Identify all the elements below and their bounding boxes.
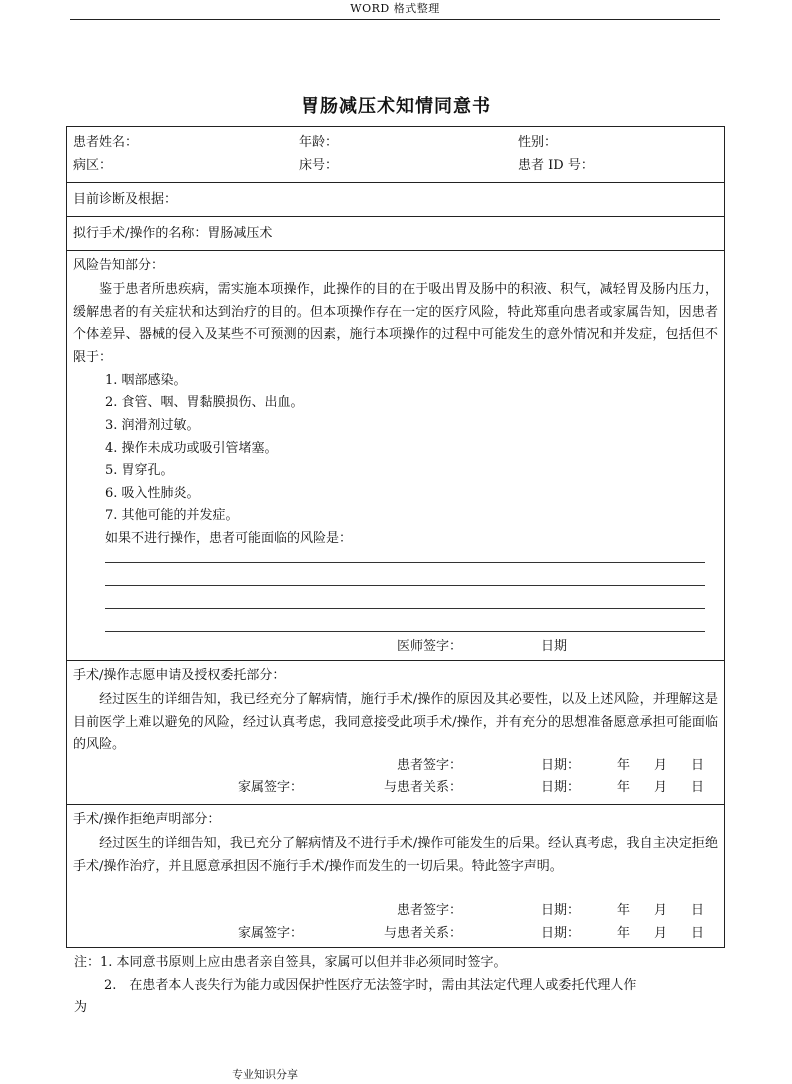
doctor-date-label: 日期 bbox=[541, 639, 568, 654]
refusal-section bbox=[67, 805, 724, 947]
consent-family-month-label: 月 bbox=[654, 780, 668, 795]
note-2: 2. 在患者本人丧失行为能力或因保护性医疗无法签字时，需由其法定代理人或委托代理人作 bbox=[104, 978, 637, 993]
refusal-patient-sign-label: 患者签字： bbox=[397, 903, 463, 918]
fill-line bbox=[105, 608, 705, 609]
bed-label: 床号： bbox=[299, 158, 339, 173]
risk-item: 2. 食管、咽、胃黏膜损伤、出血。 bbox=[105, 395, 304, 410]
note-2-continued: 为 bbox=[74, 1000, 88, 1015]
procedure-section bbox=[67, 217, 724, 251]
refusal-text-body: 经过医生的详细告知，我已充分了解病情及不进行手术/操作可能发生的后果。经认真考虑，我自主决定拒绝手术/操作治疗，并且愿意承担因不施行手术/操作而发生的一切后果。特此签字声明。 bbox=[73, 836, 718, 874]
age-label: 年龄： bbox=[299, 135, 339, 150]
procedure-name-value: 胃肠减压术 bbox=[207, 226, 273, 241]
consent-patient-day-label: 日 bbox=[691, 758, 705, 773]
ward-label: 病区： bbox=[73, 158, 113, 173]
diagnosis-label: 目前诊断及根据： bbox=[73, 192, 178, 207]
page-header: WORD 格式整理 bbox=[70, 0, 720, 20]
refusal-family-month-label: 月 bbox=[654, 926, 668, 941]
note-1: 注：1. 本同意书原则上应由患者亲自签具，家属可以但并非必须同时签字。 bbox=[74, 955, 507, 970]
risk-item: 5. 胃穿孔。 bbox=[105, 463, 174, 478]
patient-id-label: 患者 ID 号： bbox=[518, 158, 594, 173]
refusal-patient-date-label: 日期： bbox=[541, 903, 581, 918]
refusal-family-sign-label: 家属签字： bbox=[238, 926, 304, 941]
procedure-label bbox=[73, 224, 272, 244]
refusal-family-date-label: 日期： bbox=[541, 926, 581, 941]
risk-item: 4. 操作未成功或吸引管堵塞。 bbox=[105, 441, 278, 456]
consent-text bbox=[73, 689, 718, 757]
risk-intro-text: 鉴于患者所患疾病，需实施本项操作，此操作的目的在于吸出胃及肠中的积液、积气，减轻胃及肠内压力，缓解患者的有关症状和达到治疗的目的。但本项操作存在一定的医疗风险，特此郑重向患者或家属告知，因患者个体差异、器械的侵入及某些不可预测的因素，施行本项操作的过程中可能发生的意外情况和并发症，包括但不限于： bbox=[73, 282, 718, 365]
consent-section bbox=[67, 661, 724, 805]
refusal-relation-label: 与患者关系： bbox=[384, 926, 463, 941]
consent-form bbox=[66, 126, 725, 948]
fill-line bbox=[105, 631, 705, 632]
refusal-family-day-label: 日 bbox=[691, 926, 705, 941]
procedure-name-label: 拟行手术/操作的名称： bbox=[73, 226, 208, 241]
consent-family-date-label: 日期： bbox=[541, 780, 581, 795]
refusal-patient-day-label: 日 bbox=[691, 903, 705, 918]
sex-label: 性别： bbox=[518, 135, 558, 150]
risk-heading: 风险告知部分： bbox=[73, 258, 165, 273]
patient-info-section bbox=[67, 127, 724, 183]
consent-patient-date-label: 日期： bbox=[541, 758, 581, 773]
consent-relation-label: 与患者关系： bbox=[384, 780, 463, 795]
doctor-sign-label: 医师签字： bbox=[397, 639, 463, 654]
consent-heading: 手术/操作志愿申请及授权委托部分： bbox=[73, 668, 286, 683]
refusal-text bbox=[73, 833, 718, 878]
risk-section bbox=[67, 251, 724, 661]
diagnosis-section bbox=[67, 183, 724, 217]
patient-name-label: 患者姓名： bbox=[73, 135, 139, 150]
refusal-family-year-label: 年 bbox=[617, 926, 631, 941]
consent-family-year-label: 年 bbox=[617, 780, 631, 795]
risk-item: 1. 咽部感染。 bbox=[105, 373, 187, 388]
refusal-patient-month-label: 月 bbox=[654, 903, 668, 918]
no-operation-risk-label: 如果不进行操作，患者可能面临的风险是： bbox=[105, 531, 353, 546]
document-title: 胃肠减压术知情同意书 bbox=[301, 96, 491, 117]
risk-intro bbox=[73, 279, 718, 369]
consent-patient-month-label: 月 bbox=[654, 758, 668, 773]
fill-line bbox=[105, 562, 705, 563]
risk-item: 3. 润滑剂过敏。 bbox=[105, 418, 200, 433]
consent-family-day-label: 日 bbox=[691, 780, 705, 795]
consent-text-body: 经过医生的详细告知，我已经充分了解病情，施行手术/操作的原因及其必要性，以及上述风险，并理解这是目前医学上难以避免的风险，经过认真考虑，我同意接受此项手术/操作，并有充分的思想准备愿意承担可能面临的风险。 bbox=[73, 692, 718, 752]
consent-patient-sign-label: 患者签字： bbox=[397, 758, 463, 773]
page-footer: 专业知识分享 bbox=[232, 1068, 298, 1081]
consent-family-sign-label: 家属签字： bbox=[238, 780, 304, 795]
refusal-heading: 手术/操作拒绝声明部分： bbox=[73, 812, 221, 827]
consent-patient-year-label: 年 bbox=[617, 758, 631, 773]
risk-item: 7. 其他可能的并发症。 bbox=[105, 508, 239, 523]
refusal-patient-year-label: 年 bbox=[617, 903, 631, 918]
risk-item: 6. 吸入性肺炎。 bbox=[105, 486, 200, 501]
fill-line bbox=[105, 585, 705, 586]
